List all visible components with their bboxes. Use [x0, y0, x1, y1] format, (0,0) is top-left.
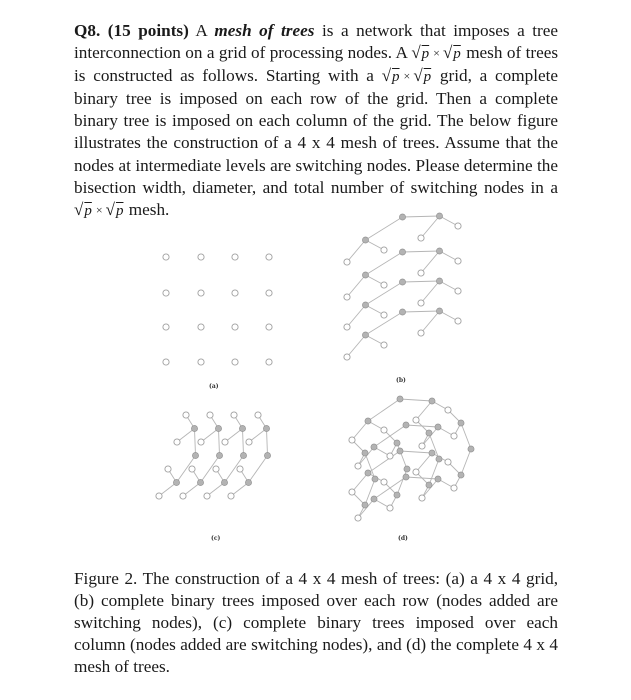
sqrt-var: p [453, 46, 461, 63]
switching-node [436, 278, 442, 284]
sqrt-symbol: √ [105, 199, 115, 219]
processing-node [231, 412, 237, 418]
processing-node [228, 493, 234, 499]
processing-node [413, 469, 419, 475]
switching-node [399, 279, 405, 285]
times-symbol: × [433, 46, 440, 61]
processing-node [381, 247, 387, 253]
question-text-part: mesh. [128, 199, 170, 219]
processing-node [355, 463, 361, 469]
processing-node [451, 433, 457, 439]
tree-edge [421, 281, 440, 303]
processing-node [232, 290, 238, 296]
switching-node [263, 425, 269, 431]
tree-edge [368, 451, 400, 473]
processing-node [156, 493, 162, 499]
processing-node [455, 288, 461, 294]
processing-node [255, 412, 261, 418]
sqrt-symbol: √ [411, 43, 421, 63]
tree-edge [347, 335, 366, 357]
processing-node [455, 318, 461, 324]
switching-node [394, 440, 400, 446]
question-text-part: mesh of trees is constructed as follows. Starting with a [74, 43, 559, 86]
sqrt-var: p [84, 202, 92, 219]
sqrt-var: p [115, 202, 124, 219]
figure-caption: Figure 2. The construction of a 4 x 4 mesh of trees: (a) a 4 x 4 grid, (b) complete binary trees imposed over each row (nodes added are switching nodes), (c) complete binary trees imposed over each column (nodes added are switching nodes), and (d) the complete 4 x 4 mesh of trees. [74, 569, 558, 677]
label-a: (a) [209, 383, 219, 390]
processing-node [213, 466, 219, 472]
processing-node [381, 427, 387, 433]
switching-node [362, 502, 368, 508]
processing-node [349, 437, 355, 443]
processing-node [455, 223, 461, 229]
processing-node [355, 515, 361, 521]
processing-node [418, 235, 424, 241]
processing-node [445, 459, 451, 465]
processing-node [381, 479, 387, 485]
processing-node [266, 324, 272, 330]
processing-node [163, 254, 169, 260]
tree-edge [461, 423, 471, 449]
switching-node [426, 482, 432, 488]
processing-node [344, 259, 350, 265]
processing-node [189, 466, 195, 472]
tree-edge [347, 240, 366, 262]
tree-edge [403, 216, 440, 217]
processing-node [222, 439, 228, 445]
sqrt-symbol: √ [381, 66, 392, 86]
processing-node [381, 282, 387, 288]
switching-node [429, 398, 435, 404]
label-c: (c) [211, 535, 221, 542]
switching-node [197, 479, 203, 485]
processing-node [344, 354, 350, 360]
processing-node [381, 342, 387, 348]
switching-node [399, 249, 405, 255]
processing-node [344, 324, 350, 330]
sqrt-var: p [423, 69, 432, 86]
switching-node [435, 424, 441, 430]
tree-edge [368, 399, 400, 421]
label-d: (d) [398, 535, 408, 542]
processing-node [266, 254, 272, 260]
switching-node [221, 479, 227, 485]
switching-node [365, 470, 371, 476]
tree-edge [366, 252, 403, 275]
key-term: mesh of trees [214, 21, 315, 40]
processing-node [180, 493, 186, 499]
sqrt-symbol: √ [442, 43, 453, 63]
processing-node [344, 294, 350, 300]
processing-node [418, 270, 424, 276]
panel-d-mesh-of-trees [349, 396, 474, 521]
processing-node [174, 439, 180, 445]
switching-node [191, 425, 197, 431]
switching-node [436, 308, 442, 314]
tree-edge [219, 429, 220, 456]
switching-node [371, 496, 377, 502]
tree-edge [347, 275, 366, 297]
times-symbol: × [403, 69, 411, 84]
panel-c-column-trees [156, 412, 271, 499]
sqrt-var: p [421, 46, 430, 63]
switching-node [394, 492, 400, 498]
switching-node [404, 466, 410, 472]
switching-node [245, 479, 251, 485]
switching-node [362, 237, 368, 243]
processing-node [246, 439, 252, 445]
processing-node [419, 443, 425, 449]
processing-node [419, 495, 425, 501]
switching-node [429, 450, 435, 456]
processing-node [183, 412, 189, 418]
switching-node [362, 302, 368, 308]
processing-node [418, 330, 424, 336]
processing-node [232, 359, 238, 365]
tree-edge [243, 429, 244, 456]
switching-node [362, 332, 368, 338]
switching-node [399, 214, 405, 220]
processing-node [237, 466, 243, 472]
switching-node [397, 448, 403, 454]
switching-node [372, 476, 378, 482]
processing-node [445, 407, 451, 413]
tree-edge [416, 401, 432, 420]
tree-edge [195, 429, 196, 456]
switching-node [426, 430, 432, 436]
tree-edge [421, 251, 440, 273]
processing-node [198, 254, 204, 260]
times-symbol: × [95, 202, 103, 217]
sqrt-var: p [392, 69, 400, 86]
processing-node [204, 493, 210, 499]
question-heading: Q8. (15 points) [74, 21, 189, 40]
tree-edge [267, 429, 268, 456]
tree-edge [416, 453, 432, 472]
switching-node [192, 452, 198, 458]
processing-node [418, 300, 424, 306]
switching-node [458, 420, 464, 426]
processing-node [198, 324, 204, 330]
processing-node [163, 290, 169, 296]
switching-node [365, 418, 371, 424]
switching-node [240, 452, 246, 458]
processing-node [349, 489, 355, 495]
switching-node [397, 396, 403, 402]
tree-edge [421, 216, 440, 238]
tree-edge [352, 473, 368, 492]
processing-node [198, 439, 204, 445]
processing-node [387, 453, 393, 459]
processing-node [455, 258, 461, 264]
tree-edge [366, 217, 403, 240]
switching-node [216, 452, 222, 458]
switching-node [468, 446, 474, 452]
processing-node [198, 290, 204, 296]
tree-edge [397, 443, 407, 469]
panel-a-grid [163, 254, 272, 365]
tree-edge [400, 451, 432, 453]
processing-node [266, 359, 272, 365]
switching-node [362, 272, 368, 278]
switching-node [362, 450, 368, 456]
switching-node [173, 479, 179, 485]
sqrt-symbol: √ [413, 66, 423, 86]
switching-node [436, 248, 442, 254]
switching-node [458, 472, 464, 478]
switching-node [403, 474, 409, 480]
switching-node [239, 425, 245, 431]
processing-node [451, 485, 457, 491]
processing-node [413, 417, 419, 423]
tree-edge [403, 281, 440, 282]
processing-node [381, 312, 387, 318]
tree-edge [421, 311, 440, 333]
switching-node [436, 456, 442, 462]
panel-b-row-trees [344, 213, 461, 360]
tree-edge [403, 311, 440, 312]
processing-node [232, 324, 238, 330]
switching-node [435, 476, 441, 482]
switching-node [264, 452, 270, 458]
processing-node [266, 290, 272, 296]
processing-node [163, 359, 169, 365]
tree-edge [461, 449, 471, 475]
processing-node [207, 412, 213, 418]
tree-edge [347, 305, 366, 327]
question-text-part: is a network that imposes a tree interconnection on a grid of processing nodes. A [74, 21, 559, 63]
switching-node [399, 309, 405, 315]
tree-edge [352, 421, 368, 440]
processing-node [232, 254, 238, 260]
switching-node [403, 422, 409, 428]
label-b: (b) [396, 377, 406, 384]
processing-node [198, 359, 204, 365]
switching-node [371, 444, 377, 450]
tree-edge [249, 456, 268, 483]
tree-edge [403, 251, 440, 252]
question-text-part: A [195, 21, 207, 40]
switching-node [436, 213, 442, 219]
switching-node [215, 425, 221, 431]
processing-node [387, 505, 393, 511]
sqrt-symbol: √ [74, 199, 84, 219]
tree-edge [400, 399, 432, 401]
processing-node [163, 324, 169, 330]
question-text-part: grid, a complete binary tree is imposed on each row of the grid. Then a complete binary tree is imposed on each column of the grid. The below figure illustrates the construction of a 4 x 4 mesh of trees. Assume that the nodes at intermediate levels are switching nodes. Please determine the bisection width, diameter, and total number of switching nodes in a [74, 66, 558, 197]
processing-node [165, 466, 171, 472]
